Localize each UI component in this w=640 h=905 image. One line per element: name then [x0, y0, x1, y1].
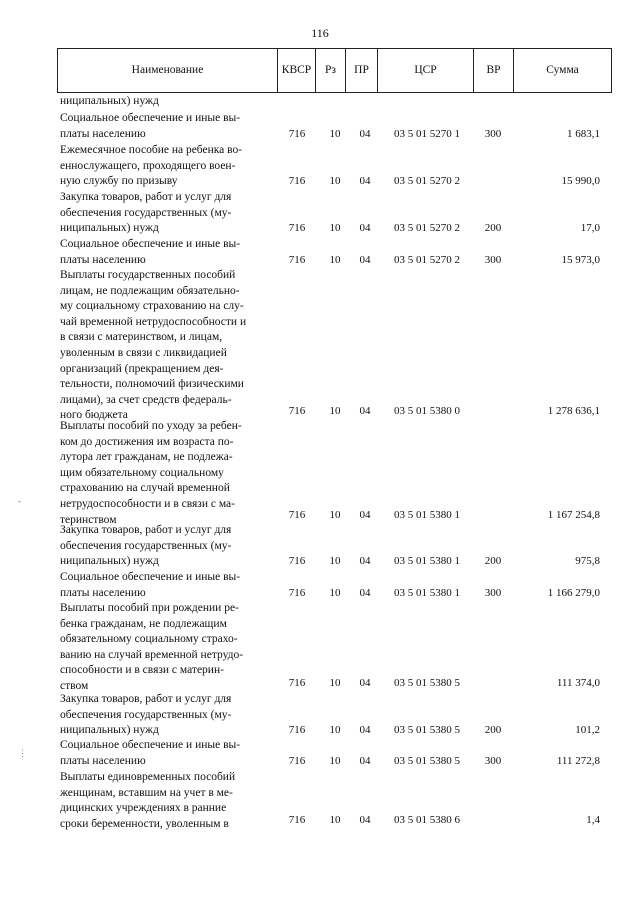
cell-pr: 04 [359, 724, 371, 736]
cell-pr: 04 [359, 222, 371, 234]
cell-kvsr: 716 [288, 555, 306, 567]
cell-csr: 03 5 01 5270 1 [394, 128, 460, 140]
row-name: Ежемесячное пособие на ребенка во- еннослужащего, проходящего воен- ную службу по призыву [60, 144, 243, 188]
cell-kvsr: 716 [288, 254, 306, 266]
cell-pr: 04 [359, 509, 371, 521]
cell-csr: 03 5 01 5270 2 [394, 222, 460, 234]
cell-csr: 03 5 01 5270 2 [394, 254, 460, 266]
cell-pr: 04 [359, 555, 371, 567]
cell-kvsr: 716 [288, 405, 306, 417]
cell-rz: 10 [329, 724, 341, 736]
cell-sum: 15 973,0 [561, 254, 600, 266]
row-name: Выплаты пособий при рождении ре- бенка гражданам, не подлежащим обязательному социальному страхо- ванию на случай временной нетрудо- способности и в связи с материн- ством [60, 602, 244, 692]
cell-rz: 10 [329, 677, 341, 689]
cell-vr: 200 [484, 724, 502, 736]
header-kvsr: КВСР [277, 49, 315, 92]
cell-csr: 03 5 01 5380 5 [394, 677, 460, 689]
row-name: Закупка товаров, работ и услуг для обеспечения государственных (му- ниципальных) нужд [60, 191, 232, 235]
cell-csr: 03 5 01 5270 2 [394, 175, 460, 187]
header-pr: ПР [345, 49, 377, 92]
row-name: Социальное обеспечение и иные вы- платы населению [60, 739, 241, 767]
cell-pr: 04 [359, 128, 371, 140]
header-vr: ВР [473, 49, 513, 92]
cell-sum: 975,8 [575, 555, 600, 567]
cell-rz: 10 [329, 555, 341, 567]
cell-rz: 10 [329, 254, 341, 266]
cell-kvsr: 716 [288, 509, 306, 521]
header-csr: ЦСР [377, 49, 473, 92]
table-header [57, 48, 612, 93]
cell-rz: 10 [329, 587, 341, 599]
row-name: Социальное обеспечение и иные вы- платы населению [60, 571, 241, 599]
cell-rz: 10 [329, 814, 341, 826]
cell-sum: 1 167 254,8 [547, 509, 600, 521]
cell-sum: 1 683,1 [567, 128, 600, 140]
cell-kvsr: 716 [288, 724, 306, 736]
cell-sum: 111 374,0 [556, 677, 600, 689]
cell-kvsr: 716 [288, 175, 306, 187]
cell-vr: 300 [484, 254, 502, 266]
cell-rz: 10 [329, 175, 341, 187]
cell-pr: 04 [359, 405, 371, 417]
cell-rz: 10 [329, 128, 341, 140]
cell-vr: 300 [484, 587, 502, 599]
row-name: Выплаты единовременных пособий женщинам, вставшим на учет в ме- дицинских учреждениях в ранние сроки беременности, уволенным в [60, 771, 236, 830]
cell-rz: 10 [329, 405, 341, 417]
cell-rz: 10 [329, 509, 341, 521]
cell-csr: 03 5 01 5380 1 [394, 587, 460, 599]
cell-pr: 04 [359, 677, 371, 689]
cell-sum: 111 272,8 [556, 755, 600, 767]
cell-csr: 03 5 01 5380 5 [394, 724, 460, 736]
cell-pr: 04 [359, 755, 371, 767]
margin-mark: ⋮ [18, 748, 27, 758]
continued-text: ниципальных) нужд [60, 95, 159, 107]
header-rz: Рз [315, 49, 345, 92]
cell-csr: 03 5 01 5380 6 [394, 814, 460, 826]
cell-csr: 03 5 01 5380 5 [394, 755, 460, 767]
cell-sum: 17,0 [580, 222, 600, 234]
margin-mark: - [18, 496, 21, 506]
row-name: Социальное обеспечение и иные вы- платы населению [60, 238, 241, 266]
cell-pr: 04 [359, 175, 371, 187]
cell-sum: 15 990,0 [561, 175, 600, 187]
cell-pr: 04 [359, 587, 371, 599]
cell-csr: 03 5 01 5380 1 [394, 555, 460, 567]
cell-pr: 04 [359, 254, 371, 266]
cell-kvsr: 716 [288, 814, 306, 826]
cell-kvsr: 716 [288, 755, 306, 767]
row-name: Закупка товаров, работ и услуг для обеспечения государственных (му- ниципальных) нужд [60, 524, 232, 568]
row-name: Выплаты государственных пособий лицам, не подлежащим обязательно- му социальному страхованию на слу- чай временной нетрудоспособности и в связи с материнством, и лицам, уволенным в связи с ликвидацией организаций (прекращением дея- тельности, полномочий физическими лицами), за счет средств федераль- ного бюджета [60, 269, 247, 422]
row-name: Закупка товаров, работ и услуг для обеспечения государственных (му- ниципальных) нужд [60, 693, 232, 737]
cell-vr: 200 [484, 222, 502, 234]
cell-kvsr: 716 [288, 677, 306, 689]
header-sum: Сумма [513, 49, 611, 92]
cell-pr: 04 [359, 814, 371, 826]
cell-csr: 03 5 01 5380 1 [394, 509, 460, 521]
cell-rz: 10 [329, 222, 341, 234]
cell-kvsr: 716 [288, 222, 306, 234]
cell-sum: 1,4 [586, 814, 600, 826]
cell-sum: 101,2 [575, 724, 600, 736]
header-name: Наименование [131, 64, 204, 76]
page-number: 116 [311, 26, 329, 40]
cell-rz: 10 [329, 755, 341, 767]
cell-vr: 300 [484, 755, 502, 767]
cell-csr: 03 5 01 5380 0 [394, 405, 460, 417]
row-name: Социальное обеспечение и иные вы- платы населению [60, 112, 241, 140]
cell-sum: 1 166 279,0 [547, 587, 600, 599]
cell-vr: 200 [484, 555, 502, 567]
row-name: Выплаты пособий по уходу за ребен- ком до достижения им возраста по- лутора лет гражданам, не подлежа- щим обязательному социальному страхованию на случай временной нетрудоспособности и в связи с ма- теринством [60, 420, 242, 526]
cell-vr: 300 [484, 128, 502, 140]
cell-kvsr: 716 [288, 587, 306, 599]
cell-kvsr: 716 [288, 128, 306, 140]
cell-sum: 1 278 636,1 [547, 405, 600, 417]
